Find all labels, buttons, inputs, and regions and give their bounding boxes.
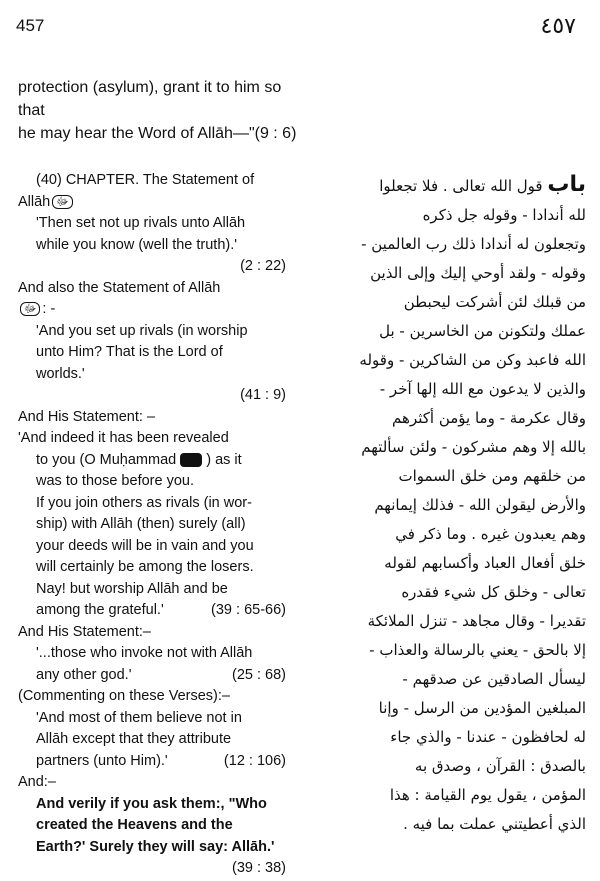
quote-line: will certainly be among the losers.	[36, 559, 254, 575]
arabic-line: ليسأل الصادقين عن صدقهم -	[402, 670, 586, 688]
quote-line: '...those who invoke not with Allāh	[36, 645, 253, 661]
arabic-line: من خلقهم ومن خلق السموات	[398, 467, 586, 485]
english-column	[18, 170, 286, 880]
arabic-line: الذي أعطيتني عملت بما فيه .	[403, 815, 586, 833]
arabic-column	[288, 170, 586, 839]
quote-line: If you join others as rivals (in wor-	[36, 494, 252, 511]
text-line: And His Statement:–	[18, 623, 151, 640]
quote-line: 'Then set not up rivals unto Allāh	[36, 215, 246, 231]
continued-text	[18, 76, 308, 145]
arabic-line: عملك ولتكونن من الخاسرين - بل	[379, 322, 586, 340]
text-line: protection (asylum), grant it to him so that	[18, 79, 282, 119]
arabic-line: بالصدق : القرآن ، وصدق به	[414, 757, 586, 775]
arabic-line: من قبلك لئن أشركت ليحبطن	[403, 293, 586, 311]
arabic-line: خلق أفعال العباد وأكسابهم لقوله	[384, 554, 586, 572]
verse-ref: (39 : 38)	[232, 860, 286, 876]
quote-line: your deeds will be in vain and you	[36, 537, 254, 554]
verse-ref: (41 : 9)	[240, 387, 286, 403]
honorific-glyph: ﷻ	[20, 302, 40, 316]
arabic-line: الله فاعبد وكن من الشاكرين - وقوله	[359, 351, 586, 369]
arabic-line: تقديرا - وقال مجاهد - تنزل الملائكة	[367, 612, 586, 630]
arabic-line: باب قول الله تعالى . فلا تجعلوا	[379, 172, 586, 197]
arabic-line: والأرض ليقولن الله - فذلك إيمانهم	[374, 496, 586, 514]
arabic-line: بالله إلا وهم مشركون - ولئن سألتهم	[361, 438, 586, 456]
text-line: he may hear the Word of Allāh—"(9 : 6)	[18, 125, 297, 142]
arabic-line: المؤمن ، يقول يوم القيامة : هذا	[389, 786, 586, 804]
verse-ref: (12 : 106)	[223, 752, 286, 769]
arabic-line: المبلغين المؤدين من الرسل - وإنا	[378, 699, 586, 717]
text-line: ﷻ : -	[18, 299, 286, 321]
verse-ref: (39 : 65-66)	[211, 602, 286, 618]
quote-line: unto Him? That is the Lord of	[36, 344, 223, 360]
verse-ref: (25 : 68)	[232, 666, 286, 683]
chapter-heading: (40) CHAPTER. The Statement of	[36, 172, 255, 188]
arabic-line: تعالى - وخلق كل شيء فقدره	[401, 583, 586, 601]
arabic-line: وهم يعبدون غيره . وما ذكر في	[395, 525, 586, 543]
arabic-line: وقال عكرمة - وما يؤمن أكثرهم	[392, 409, 586, 427]
honorific-glyph: ﷻ	[52, 195, 72, 209]
arabic-line: والذين لا يدعون مع الله إلها آخر -	[379, 380, 586, 398]
text-line: And also the Statement of Allāh	[18, 279, 221, 296]
quote-line: Allāh except that they attribute	[36, 731, 232, 747]
page-number-right: ٤٥٧	[540, 14, 576, 39]
arabic-line: وتجعلون له أندادا ذلك رب العالمين -	[361, 235, 586, 253]
quote-line: among the grateful.' (39 : 65-66)	[18, 600, 286, 622]
quote-line: created the Heavens and the	[36, 817, 233, 833]
arabic-line: لله أندادا - وقوله جل ذكره	[422, 206, 586, 224]
page-number-left: 457	[16, 16, 45, 35]
quote-line: to you (O Muḥammad ) as it	[36, 451, 242, 468]
arabic-heading: باب	[547, 172, 586, 197]
arabic-line: وقوله - ولقد أوحي إليك وإلى الذين	[370, 264, 586, 282]
quote-line: 'And indeed it has been revealed	[18, 430, 229, 446]
quote-line: partners (unto Him).' (12 : 106)	[18, 751, 286, 773]
quote-line: Nay! but worship Allāh and be	[36, 580, 228, 597]
text-line: And His Statement: –	[18, 408, 156, 425]
quote-line: was to those before you.	[36, 473, 194, 489]
text-line: And:–	[18, 774, 56, 790]
quote-line: any other god.' (25 : 68)	[18, 665, 286, 687]
arabic-line: إلا بالحق - يعني بالرسالة والعذاب -	[369, 641, 586, 659]
verse-ref: (2 : 22)	[240, 258, 286, 274]
quote-line: And verily if you ask them:, "Who	[36, 795, 267, 812]
quote-line: ship) with Allāh (then) surely (all)	[36, 516, 246, 532]
chapter-heading-cont: Allāh ﷻ	[18, 192, 286, 214]
arabic-line: له لحافظون - عندنا - والذي جاء	[390, 728, 586, 746]
quote-line: 'And you set up rivals (in worship	[36, 322, 248, 339]
quote-line: 'And most of them believe not in	[36, 709, 242, 726]
quote-line: Earth?' Surely they will say: Allāh.'	[36, 838, 275, 855]
salutation-glyph	[180, 453, 202, 467]
quote-line: while you know (well the truth).'	[36, 236, 238, 253]
quote-line: worlds.'	[36, 365, 85, 382]
text-line: (Commenting on these Verses):–	[18, 688, 230, 704]
